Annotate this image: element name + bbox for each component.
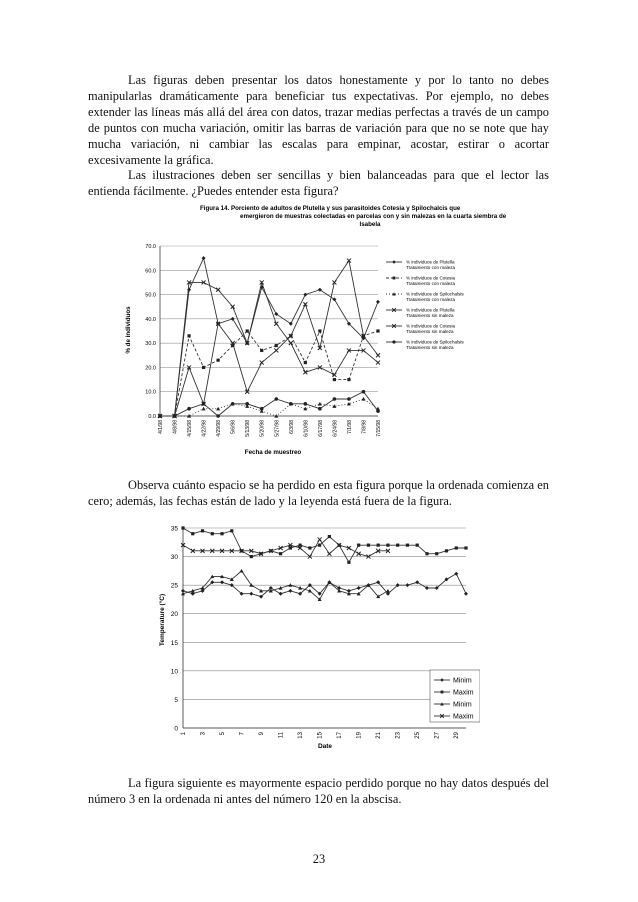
chart1-xtick-label: 4/22/98 (201, 420, 208, 437)
chart2-ytick-label: 35 (170, 525, 178, 533)
chart2-legend-marker (441, 691, 444, 694)
chart2-point (386, 544, 389, 547)
chart1-point (231, 317, 235, 321)
chart1-point (347, 378, 350, 381)
chart1-xtick-label: 5/13/98 (245, 420, 252, 437)
chart2-xtick-label: 23 (395, 732, 402, 739)
chart1-point (187, 288, 191, 292)
chart1-xtick-label: 7/8/98 (361, 420, 368, 434)
chart2-ytick-label: 15 (170, 639, 178, 647)
chart1-point (260, 349, 263, 352)
chart1-ytick-label: 0.0 (148, 414, 156, 420)
figure-14 (118, 200, 538, 460)
chart1-point (217, 359, 220, 362)
chart1-legend-marker (392, 340, 395, 343)
chart1-point (376, 361, 380, 365)
chart2-ytick-label: 25 (170, 582, 178, 590)
chart1-point (274, 348, 278, 352)
chart1-ytick-label: 60.0 (145, 268, 156, 275)
chart2-point (211, 532, 214, 535)
chart1-legend-marker (392, 260, 396, 264)
question-paragraph: Las ilustraciones deben ser sencillas y bien balanceadas para que el lector las entienda fácilmente. ¿Puedes entender esta figura? (88, 168, 549, 198)
chart1-xtick-label: 6/24/98 (332, 420, 339, 437)
chart2-xtick-label: 9 (259, 732, 266, 736)
chart1-xtick-label: 4/1/98 (158, 420, 164, 434)
chart2-point (445, 549, 448, 552)
chart1-point (245, 402, 249, 406)
chart1-series-line (160, 392, 378, 416)
chart1-point (260, 407, 264, 411)
chart2-point (249, 592, 253, 596)
chart1-point (158, 414, 162, 418)
chart1-xtick-label: 6/3/98 (288, 420, 295, 434)
chart2-ylabel: Temperature (°C) (159, 593, 166, 647)
chart2-xtick-label: 17 (337, 732, 344, 739)
chart1-point (333, 397, 337, 401)
chart1-point (347, 397, 351, 401)
chart1-point (376, 300, 380, 304)
chart1-xtick-label: 5/27/98 (274, 420, 281, 437)
chart2-point (279, 552, 282, 555)
chart2-point (416, 544, 419, 547)
chart2-xtick-label: 15 (317, 732, 324, 739)
chart1-xtick-label: 6/17/98 (317, 420, 324, 437)
chart2-point (415, 580, 419, 584)
chart1-xtick-label: 4/8/98 (172, 420, 179, 434)
chart2-point (347, 561, 350, 564)
chart1-xtick-label: 7/15/98 (376, 420, 382, 437)
chart1-ytick-label: 70.0 (145, 244, 156, 250)
chart2-ytick-label: 20 (170, 611, 178, 619)
chart2-point (405, 583, 409, 587)
chart2-point (220, 580, 224, 584)
chart1-legend-marker (393, 277, 396, 280)
chart1-legend-label: % individuos de Spilochalsis Tratamiento sin maleza (406, 339, 464, 351)
chart2-point (406, 544, 409, 547)
chart2-point (464, 592, 468, 596)
chart2-point (425, 552, 428, 555)
chart2-xtick-label: 27 (434, 732, 441, 739)
temperature-chart (150, 520, 480, 752)
chart1-point (376, 329, 379, 332)
chart2-point (191, 532, 194, 535)
chart1-legend-label: % individuos de Cotesia Tratamiento sin maleza (406, 323, 456, 335)
chart2-point (377, 544, 380, 547)
chart2-xlabel: Date (317, 743, 333, 750)
chart1-point (274, 322, 278, 326)
chart2-xtick-label: 11 (278, 732, 285, 739)
chart2-xtick-label: 29 (454, 732, 461, 739)
chart1-xtick-label: 5/20/98 (259, 420, 266, 437)
chart1-xlabel: Fecha de muestreo (244, 449, 302, 456)
page-number: 23 (312, 852, 326, 866)
chart1-point (274, 397, 278, 401)
intro-paragraph: Las figuras deben presentar los datos honestamente y por lo tanto no debes manipularlas dramáticamente para beneficiar tus expectativas. Por ejemplo, no debes extender las líneas más allá del área con datos, trazar medias perfectas a través de un campo de puntos con mucha variación, omitir las barras de variación para que no se note que hay mucha variación, ni cambiar las escalas para empinar, acostar, estirar o acortar excesivamente la gráfica. (88, 73, 549, 167)
chart2-xtick-label: 5 (220, 732, 227, 736)
chart2-point (396, 544, 399, 547)
chart2-point (357, 586, 361, 590)
chart2-point (455, 546, 458, 549)
chart1-point (202, 366, 205, 369)
chart1-point (173, 414, 177, 418)
chart2-point (435, 552, 438, 555)
chart2-xtick-label: 21 (376, 732, 383, 739)
chart2-legend-label: Maxim (453, 689, 474, 697)
chart1-point (216, 407, 220, 411)
chart2-legend-label: Minim (453, 677, 472, 685)
chart2-point (425, 586, 429, 590)
chart1-point (376, 409, 380, 413)
chart2-point (279, 592, 283, 596)
chart1-series-line (160, 261, 378, 416)
chart2-legend-label: Minim (453, 701, 472, 709)
chart2-point (308, 546, 311, 549)
chart2-ytick-label: 5 (174, 696, 178, 704)
chart2-xtick-label: 13 (298, 732, 305, 739)
chart1-point (361, 397, 365, 401)
chart1-point (216, 414, 220, 418)
chart2-point (367, 544, 370, 547)
chart2-point (220, 532, 223, 535)
chart2-point (240, 569, 244, 573)
chart1-point (304, 402, 308, 406)
chart1-point (289, 402, 293, 406)
temperature-figure (150, 520, 480, 752)
chart1-legend-label: % individuos de Plutella Tratamiento con maleza (406, 259, 456, 271)
chart1-point (231, 305, 235, 309)
observation-paragraph: Observa cuánto espacio se ha perdido en esta figura porque la ordenada comienza en cero; además, las fechas están de lado y la leyenda está fuera de la figura. (88, 478, 549, 508)
chart2-point (357, 544, 360, 547)
chart1-point (333, 378, 336, 381)
chart1-ylabel: % de individuos (125, 306, 132, 354)
chart2-point (327, 552, 331, 556)
chart1-legend-label: % individuos de Spilochalsis Tratamiento con maleza (406, 291, 464, 303)
chart2-point (318, 544, 321, 547)
chart1-point (376, 353, 380, 357)
chart2-xtick-label: 3 (200, 732, 207, 736)
chart1-point (231, 402, 235, 406)
chart1-point (187, 334, 190, 337)
chart1-point (304, 361, 307, 364)
chart1-ytick-label: 50.0 (145, 292, 156, 299)
chart1-point (318, 407, 322, 411)
chart2-series-line (183, 528, 466, 562)
chart1-title-line: Isabela (359, 221, 381, 228)
chart1-series-line (160, 282, 378, 416)
chart2-point (288, 589, 292, 593)
closing-paragraph: La figura siguiente es mayormente espacio perdido porque no hay datos después del número 3 en la ordenada ni antes del número 120 en la abscisa. (88, 776, 549, 806)
chart2-point (318, 537, 322, 541)
chart1-xtick-label: 5/6/98 (230, 420, 237, 434)
chart1-point (260, 361, 264, 365)
chart1-series-line (160, 258, 378, 416)
chart1-ytick-label: 40.0 (145, 316, 156, 323)
chart2-point (328, 535, 331, 538)
chart2-xtick-label: 1 (181, 732, 187, 736)
chart2-xtick-label: 7 (239, 732, 246, 736)
chart2-point (386, 589, 390, 593)
chart1-xtick-label: 4/29/98 (216, 420, 223, 437)
chart1-legend-label: % individuos de Plutella Tratamiento sin maleza (406, 307, 455, 319)
chart2-xtick-label: 25 (415, 732, 422, 739)
chart2-ytick-label: 0 (174, 725, 178, 733)
chart1-title-line: emergieron de muestras colectadas en parcelas con y sin malezas en la cuarta siembra de (240, 213, 507, 220)
figure-14-chart (118, 200, 538, 460)
chart1-point (275, 344, 278, 347)
chart1-xtick-label: 4/15/98 (187, 420, 194, 437)
chart1-point (202, 407, 206, 411)
chart1-ytick-label: 30.0 (145, 341, 156, 348)
chart1-point (202, 402, 206, 406)
chart1-xtick-label: 7/1/98 (346, 420, 353, 434)
chart1-point (187, 407, 191, 411)
chart2-ytick-label: 30 (170, 554, 178, 562)
chart1-point (246, 329, 249, 332)
chart2-ytick-label: 10 (170, 668, 178, 676)
chart2-point (464, 546, 467, 549)
chart1-series-line (160, 331, 378, 416)
chart1-ytick-label: 10.0 (145, 389, 156, 396)
chart2-legend-label: Maxim (453, 713, 474, 721)
chart1-point (216, 288, 220, 292)
chart1-point (318, 329, 321, 332)
chart2-point (201, 529, 204, 532)
chart2-xtick-label: 19 (356, 732, 363, 739)
chart1-point (303, 293, 307, 297)
chart1-point (362, 390, 366, 394)
chart2-point (181, 526, 184, 529)
chart1-xtick-label: 6/10/98 (303, 420, 310, 437)
chart2-point (230, 529, 233, 532)
chart1-ytick-label: 20.0 (145, 365, 156, 372)
chart2-point (454, 572, 458, 576)
chart1-point (202, 256, 206, 260)
chart1-legend-label: % individuos de Cotesia Tratamiento con maleza (406, 275, 456, 287)
chart1-title-line: Figura 14. Porciento de adultos de Plutella y sus parasitoides Cotesia y Spilochalcis que (200, 205, 461, 212)
chart2-point (250, 555, 253, 558)
